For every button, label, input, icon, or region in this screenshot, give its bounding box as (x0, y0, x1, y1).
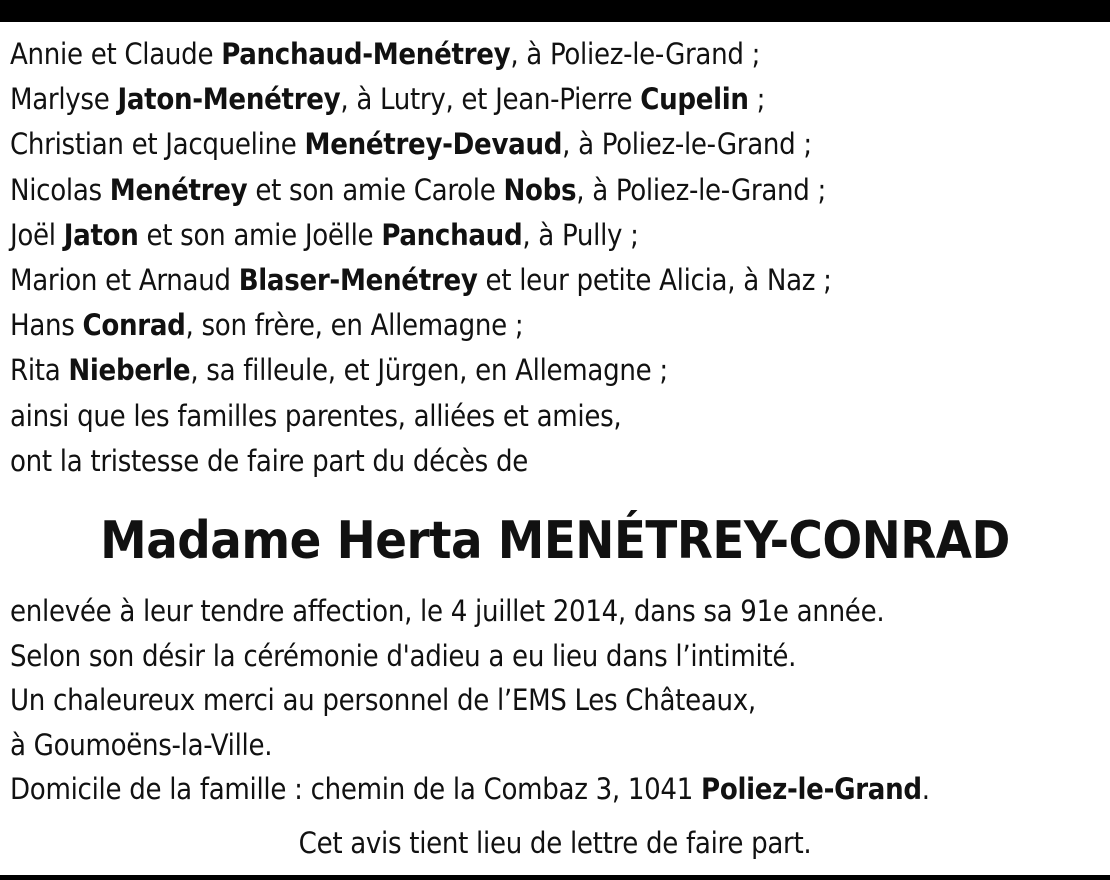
domicile-line (10, 767, 1100, 812)
mourner-text: , son frère, en Allemagne ; (185, 308, 524, 343)
mourner-text: Hans (10, 308, 83, 343)
mourner-line (10, 32, 1100, 77)
mourner-text: et leur petite Alicia, à Naz ; (477, 263, 832, 298)
mourner-line (10, 348, 1100, 393)
mourner-surname: Panchaud-Menétrey (221, 37, 511, 71)
mourner-surname: Cupelin (640, 82, 749, 117)
mourner-surname: Panchaud (381, 217, 523, 252)
mourner-text: Marion et Arnaud (10, 263, 239, 298)
mourner-text: Marlyse (10, 82, 118, 117)
mourner-line (10, 77, 1100, 122)
mourner-line (10, 303, 1100, 348)
mourner-text: Rita (10, 353, 69, 388)
mourners-list (10, 32, 1100, 484)
bottom-rule (0, 875, 1110, 880)
domicile-text: Domicile de la famille : chemin de la Combaz 3, 1041 (10, 772, 702, 806)
mourner-line (10, 122, 1100, 167)
detail-line: enlevée à leur tendre affection, le 4 juillet 2014, dans sa 91e année. (10, 594, 885, 628)
mourner-surname: Jaton-Menétrey (117, 82, 341, 117)
domicile-town: Poliez-le-Grand (701, 772, 922, 806)
mourner-line (10, 168, 1100, 213)
mourner-line (10, 258, 1100, 303)
detail-line: Selon son désir la cérémonie d'adieu a eu lieu dans l’intimité. (10, 638, 797, 673)
deceased-name: Madame Herta MENÉTREY-CONRAD (100, 511, 1010, 571)
mourner-text: , sa filleule, et Jürgen, en Allemagne ; (190, 353, 668, 388)
domicile-text: . (921, 772, 930, 806)
mourner-surname: Conrad (82, 308, 186, 343)
mourner-text: , à Poliez-le-Grand ; (510, 37, 761, 71)
closing-line: ont la tristesse de faire part du décès de (10, 443, 528, 478)
mourner-surname: Menétrey-Devaud (304, 127, 563, 162)
detail-line: à Goumoëns-la-Ville. (10, 727, 273, 762)
mourner-line (10, 213, 1100, 258)
details-block (10, 589, 1100, 812)
mourner-surname: Nobs (503, 172, 577, 207)
mourner-text: , à Poliez-le-Grand ; (562, 127, 812, 162)
mourner-text: , à Poliez-le-Grand ; (576, 172, 826, 207)
footer-note: Cet avis tient lieu de lettre de faire part. (298, 826, 812, 860)
top-rule (0, 0, 1110, 22)
closing-line: ainsi que les familles parentes, alliées et amies, (10, 398, 622, 433)
mourner-surname: Menétrey (109, 172, 248, 207)
mourner-text: et son amie Joëlle (138, 217, 382, 252)
mourner-surname: Jaton (63, 217, 139, 252)
mourner-text: , à Pully ; (522, 217, 639, 252)
mourner-text: ; (748, 82, 766, 117)
mourner-text: Nicolas (10, 172, 110, 207)
detail-line: Un chaleureux merci au personnel de l’EMS Les Châteaux, (10, 683, 756, 717)
mourner-surname: Nieberle (68, 353, 191, 388)
mourner-text: Joël (10, 217, 64, 252)
mourner-text: , à Lutry, et Jean-Pierre (340, 82, 641, 117)
mourner-text: Annie et Claude (10, 37, 222, 71)
mourner-text: Christian et Jacqueline (10, 127, 305, 162)
mourner-text: et son amie Carole (247, 172, 504, 207)
mourner-surname: Blaser-Menétrey (238, 263, 478, 298)
